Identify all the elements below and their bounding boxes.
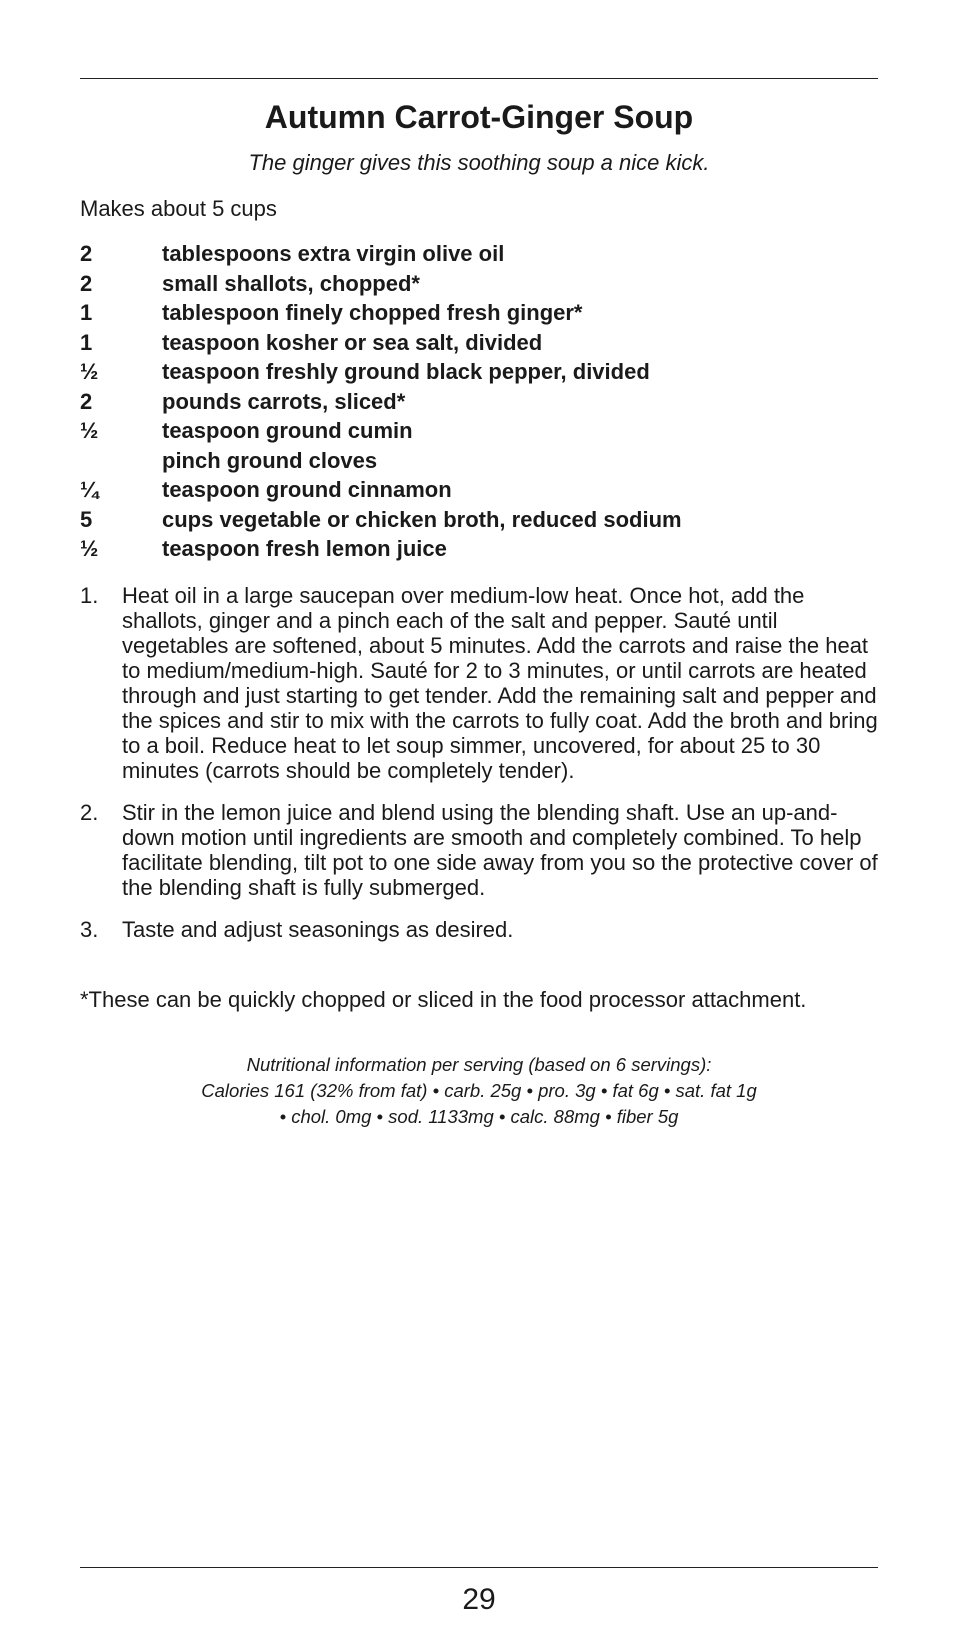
ingredient-qty: ½ bbox=[80, 536, 99, 561]
instruction-step bbox=[80, 917, 878, 942]
recipe-page bbox=[80, 0, 878, 1643]
step-text: Taste and adjust seasonings as desired. bbox=[122, 917, 514, 942]
ingredient-row bbox=[80, 534, 878, 564]
ingredient-row bbox=[80, 328, 878, 358]
nutrition-line: Nutritional information per serving (based on 6 servings): bbox=[246, 1054, 712, 1075]
ingredient-item: pinch ground cloves bbox=[162, 447, 378, 473]
ingredient-row bbox=[80, 446, 878, 476]
step-number: 3. bbox=[80, 917, 99, 942]
instruction-list bbox=[80, 583, 878, 959]
ingredient-qty: 5 bbox=[80, 506, 93, 532]
ingredient-qty bbox=[80, 446, 162, 476]
ingredient-qty: 1 bbox=[80, 300, 93, 325]
nutrition-line: • chol. 0mg • sod. 1133mg • calc. 88mg • fiber 5g bbox=[279, 1106, 679, 1127]
ingredient-row bbox=[80, 505, 878, 535]
ingredient-qty: ½ bbox=[80, 418, 99, 443]
ingredient-row bbox=[80, 357, 878, 387]
recipe-yield: Makes about 5 cups bbox=[80, 196, 277, 221]
ingredient-row bbox=[80, 269, 878, 299]
ingredient-qty: 1 bbox=[80, 329, 93, 355]
ingredient-qty: 2 bbox=[80, 270, 93, 296]
step-text: Stir in the lemon juice and blend using the blending shaft. Use an up-and-down motion until ingredients are smooth and completely combined. To help facilitate blending, tilt pot to one side away from you so the protective cover of the blending shaft is fully submerged. bbox=[122, 800, 878, 900]
ingredient-item: cups vegetable or chicken broth, reduced sodium bbox=[162, 506, 682, 532]
ingredient-list bbox=[80, 239, 878, 564]
recipe-footnote: *These can be quickly chopped or sliced in the food processor attachment. bbox=[80, 987, 807, 1012]
ingredient-item: teaspoon kosher or sea salt, divided bbox=[162, 329, 543, 355]
ingredient-row bbox=[80, 298, 878, 328]
nutrition-line: Calories 161 (32% from fat) • carb. 25g • pro. 3g • fat 6g • sat. fat 1g bbox=[201, 1080, 757, 1101]
ingredient-item: tablespoons extra virgin olive oil bbox=[162, 241, 505, 266]
page-number: 29 bbox=[462, 1583, 496, 1616]
step-number: 1. bbox=[80, 583, 99, 608]
step-number: 2. bbox=[80, 800, 99, 825]
nutrition-info bbox=[80, 1052, 878, 1130]
ingredient-item: teaspoon fresh lemon juice bbox=[162, 536, 447, 561]
recipe-subtitle: The ginger gives this soothing soup a nice kick. bbox=[248, 150, 710, 175]
top-rule bbox=[80, 78, 878, 79]
ingredient-item: teaspoon ground cinnamon bbox=[162, 477, 452, 502]
ingredient-qty: 2 bbox=[80, 241, 93, 266]
ingredient-item: teaspoon ground cumin bbox=[162, 418, 413, 443]
ingredient-item: teaspoon freshly ground black pepper, divided bbox=[162, 359, 650, 384]
ingredient-qty: ½ bbox=[80, 359, 99, 384]
ingredient-item: tablespoon finely chopped fresh ginger* bbox=[162, 300, 583, 325]
ingredient-item: small shallots, chopped* bbox=[162, 270, 420, 296]
ingredient-qty: 2 bbox=[80, 388, 93, 414]
recipe-title: Autumn Carrot-Ginger Soup bbox=[264, 99, 694, 135]
ingredient-item: pounds carrots, sliced* bbox=[162, 388, 406, 414]
ingredient-row bbox=[80, 475, 878, 505]
step-text: Heat oil in a large saucepan over medium-low heat. Once hot, add the shallots, ginger and a pinch each of the salt and pepper. Sauté until vegetables are softened, about 5 minutes. Add the carrots and raise the heat to medium/medium-high. Sauté for 2 to 3 minutes, or until carrots are heated through and just starting to get tender. Add the remaining salt and pepper and the spices and stir to mix with the carrots to fully coat. Add the broth and bring to a boil. Reduce heat to let soup simmer, uncovered, for about 25 to 30 minutes (carrots should be completely tender). bbox=[122, 583, 878, 783]
bottom-rule bbox=[80, 1567, 878, 1568]
ingredient-qty: ¼ bbox=[80, 477, 99, 502]
instruction-step bbox=[80, 583, 878, 783]
ingredient-row bbox=[80, 239, 878, 269]
instruction-step bbox=[80, 800, 878, 900]
ingredient-row bbox=[80, 387, 878, 417]
ingredient-row bbox=[80, 416, 878, 446]
